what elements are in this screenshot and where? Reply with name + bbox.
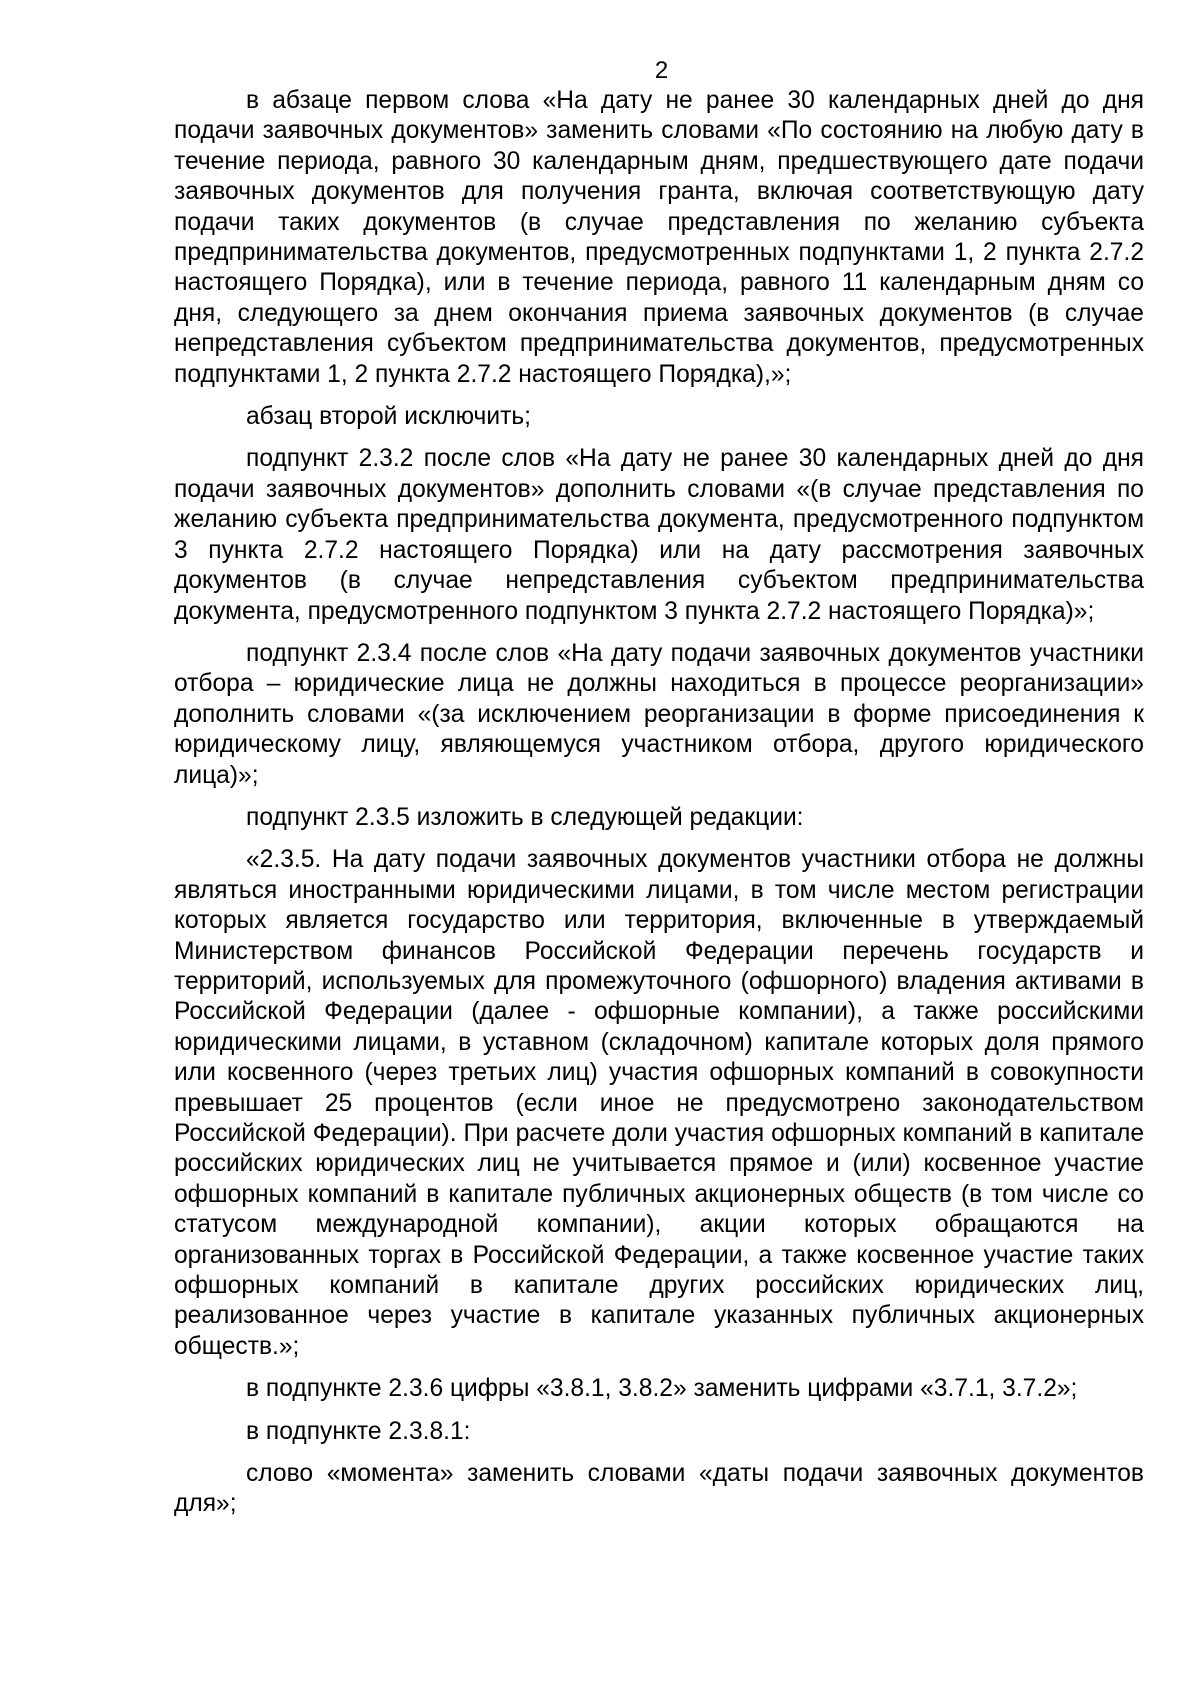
paragraph-2: абзац второй исключить;: [246, 403, 532, 431]
paragraph-8: в подпункте 2.3.8.1:: [246, 1417, 471, 1445]
paragraph-9: слово «момента» заменить словами «даты подачи заявочных документов для»;: [174, 1460, 1144, 1518]
document-body: [174, 86, 1144, 1520]
paragraph-7: в подпункте 2.3.6 цифры «3.8.1, 3.8.2» заменить цифрами «3.7.1, 3.7.2»;: [246, 1375, 1078, 1403]
paragraph-6: «2.3.5. На дату подачи заявочных документов участники отбора не должны являться иностранными юридическими лицами, в том числе местом регистрации которых является государство или территория, включенные в утверждаемый Министерством финансов Российской Федерации перечень государств и территорий, используемых для промежуточного (офшорного) владения активами в Российской Федерации (далее - офшорные компании), а также российскими юридическими лицами, в уставном (складочном) капитале которых доля прямого или косвенного (через третьих лиц) участия офшорных компаний в совокупности превышает 25 процентов (если иное не предусмотрено законодательством Российской Федерации). При расчете доли участия офшорных компаний в капитале российских юридических лиц не учитывается прямое и (или) косвенное участие офшорных компаний в капитале публичных акционерных обществ (в том числе со статусом международной компании), акции которых обращаются на организованных торгах в Российской Федерации, а также косвенное участие таких офшорных компаний в капитале других российских юридических лиц, реализованное через участие в капитале указанных публичных акционерных обществ.»;: [174, 846, 1144, 1360]
paragraph-1: в абзаце первом слова «На дату не ранее 30 календарных дней до дня подачи заявочных документов» заменить словами «По состоянию на любую дату в течение периода, равного 30 календарным дням, предшествующего дате подачи заявочных документов для получения гранта, включая соответствующую дату подачи таких документов (в случае представления по желанию субъекта предпринимательства документов, предусмотренных подпунктами 1, 2 пункта 2.7.2 настоящего Порядка), или в течение периода, равного 11 календарным дням со дня, следующего за днем окончания приема заявочных документов (в случае непредставления субъектом предпринимательства документов, предусмотренных подпунктами 1, 2 пункта 2.7.2 настоящего Порядка),»;: [174, 87, 1144, 388]
paragraph-5: подпункт 2.3.5 изложить в следующей редакции:: [246, 803, 804, 831]
paragraph-4: подпункт 2.3.4 после слов «На дату подачи заявочных документов участники отбора – юридические лица не должны находиться в процессе реорганизации» дополнить словами «(за исключением реорганизации в форме присоединения к юридическому лицу, являющемуся участником отбора, другого юридического лица)»;: [174, 639, 1144, 789]
paragraph-3: подпункт 2.3.2 после слов «На дату не ранее 30 календарных дней до дня подачи заявочных документов» дополнить словами «(в случае представления по желанию субъекта предпринимательства документа, предусмотренного подпунктом 3 пункта 2.7.2 настоящего Порядка) или на дату рассмотрения заявочных документов (в случае непредставления субъектом предпринимательства документа, предусмотренного подпунктом 3 пункта 2.7.2 настоящего Порядка)»;: [174, 445, 1144, 625]
page-number: 2: [654, 57, 669, 84]
